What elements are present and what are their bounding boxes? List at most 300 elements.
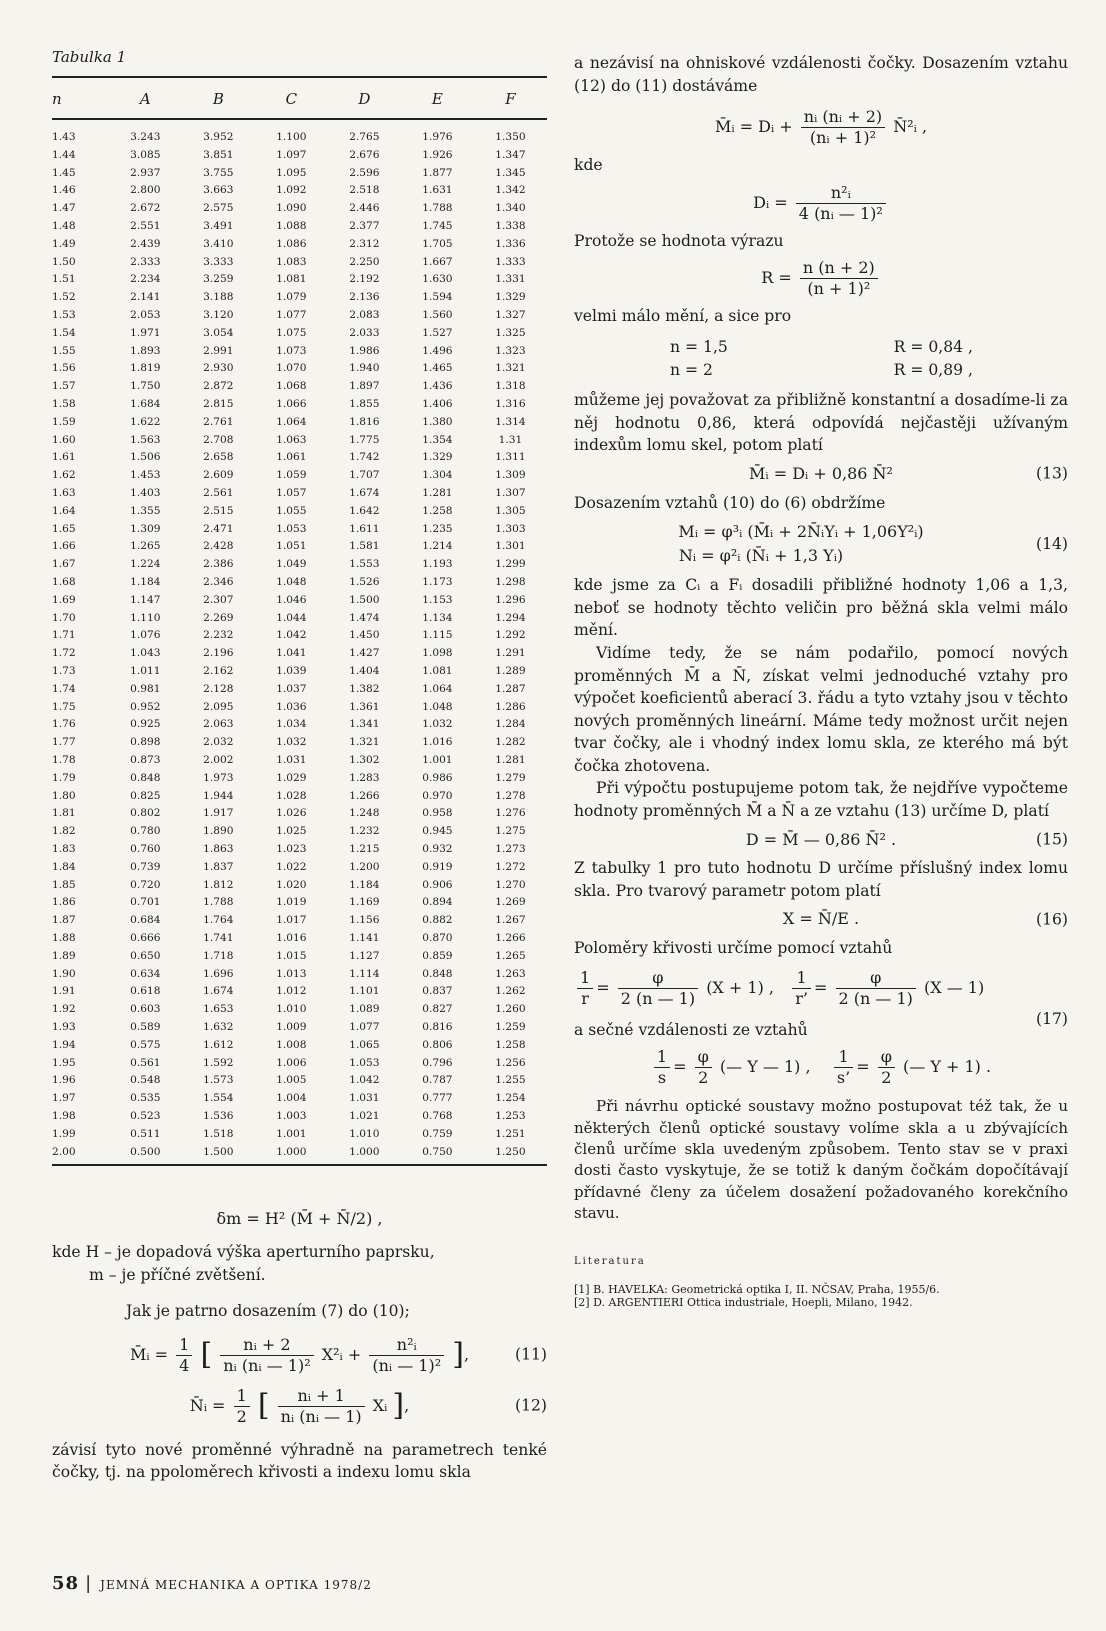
table-cell: 1.83: [52, 842, 76, 855]
table-cell: 0.859: [422, 949, 453, 962]
table-cell: 2.269: [203, 611, 234, 624]
table-cell: 0.894: [422, 896, 453, 909]
table-cell: 2.708: [203, 433, 234, 446]
table-cell: 1.059: [276, 469, 307, 482]
table-row: [52, 680, 547, 698]
table-cell: 1.282: [495, 736, 526, 749]
table-cell: 1.88: [52, 931, 76, 944]
table-cell: 1.266: [495, 931, 526, 944]
table-cell: 1.333: [495, 255, 526, 268]
paragraph-5: Dosazením vztahů (10) do (6) obdržíme: [574, 493, 886, 512]
table-cell: 1.081: [422, 665, 453, 677]
table-cell: 1.684: [130, 398, 161, 411]
table-cell: 2.676: [349, 148, 380, 161]
eq-13: M̄ᵢ = Dᵢ + 0,86 N̄² (13): [574, 463, 1068, 486]
table-cell: 1.79: [52, 771, 76, 784]
table-cell: 0.634: [130, 967, 161, 980]
table-row: [52, 520, 547, 538]
table-cell: 1.667: [422, 255, 453, 268]
table-cell: 1.58: [52, 398, 76, 411]
table-cell: 1.696: [203, 967, 234, 980]
table-row: [52, 288, 547, 306]
table-cell: 1.010: [276, 1003, 307, 1016]
table-cell: 1.536: [203, 1109, 234, 1122]
table-cell: 1.214: [422, 540, 453, 553]
table-cell: 1.775: [349, 433, 380, 446]
table-cell: 1.022: [276, 860, 307, 873]
paragraph-1: a nezávisí na ohniskové vzdálenosti čočky. Dosazením vztahu (12) do (11) dostáváme: [574, 54, 1068, 95]
table-cell: 1.053: [276, 522, 307, 535]
table-row: [52, 466, 547, 484]
table-cell: 1.270: [495, 878, 526, 891]
table-cell: 1.076: [130, 629, 161, 642]
table-cell: 1.855: [349, 398, 380, 411]
table-cell: 0.898: [130, 736, 161, 749]
table-cell: 1.788: [422, 202, 453, 215]
table-cell: 3.120: [203, 309, 234, 322]
table-cell: 1.003: [276, 1109, 307, 1122]
table-row: [52, 573, 547, 591]
table-row: [52, 199, 547, 217]
table-cell: 0.561: [130, 1056, 161, 1069]
table-cell: 1.986: [349, 344, 380, 357]
table-cell: 2.053: [130, 309, 161, 322]
table-cell: 1.026: [276, 807, 307, 820]
table-cell: 1.169: [349, 896, 380, 909]
table-cell: 1.74: [52, 682, 76, 695]
table-cell: 2.346: [203, 576, 234, 589]
table-cell: 1.78: [52, 753, 76, 766]
table-cell: 1.819: [130, 362, 161, 375]
table-cell: 1.100: [276, 131, 307, 143]
table-cell: 1.61: [52, 451, 76, 464]
table-cell: 2.609: [203, 469, 234, 482]
table-cell: 1.278: [495, 789, 526, 802]
table-header-b: B: [182, 77, 255, 119]
table-cell: 1.286: [495, 700, 526, 713]
table-cell: 1.255: [495, 1074, 526, 1087]
table-cell: 1.837: [203, 860, 234, 873]
table-cell: 3.333: [203, 255, 234, 268]
table-cell: 1.004: [276, 1092, 307, 1105]
table-cell: 1.53: [52, 309, 76, 322]
table-cell: 1.496: [422, 344, 453, 357]
table-cell: 1.032: [276, 736, 307, 749]
table-cell: 1.45: [52, 166, 76, 179]
table-cell: 1.64: [52, 504, 76, 517]
table-cell: 1.350: [495, 131, 526, 143]
table-cell: 1.055: [276, 504, 307, 517]
table-cell: 1.173: [422, 576, 453, 589]
table-cell: 1.077: [349, 1020, 380, 1033]
table-cell: 1.705: [422, 237, 453, 250]
kde-label: kde: [574, 156, 603, 175]
table-cell: 1.403: [130, 487, 161, 500]
table-cell: 1.031: [349, 1092, 380, 1105]
table-cell: 1.642: [349, 504, 380, 517]
table-cell: 1.287: [495, 682, 526, 695]
table-cell: 1.741: [203, 931, 234, 944]
table-cell: 1.355: [130, 504, 161, 517]
table-cell: 1.93: [52, 1020, 76, 1033]
table-cell: 1.028: [276, 789, 307, 802]
table-cell: 1.897: [349, 380, 380, 393]
table-row: [52, 182, 547, 200]
table-cell: 1.87: [52, 914, 76, 927]
table-cell: 1.71: [52, 629, 76, 642]
table-cell: 1.079: [276, 291, 307, 304]
table-cell: 0.760: [130, 842, 161, 855]
table-cell: 1.336: [495, 237, 526, 250]
table-cell: 1.077: [276, 309, 307, 322]
table-cell: 1.563: [130, 433, 161, 446]
table-cell: 0.777: [422, 1092, 453, 1105]
table-cell: 1.265: [495, 949, 526, 962]
table-cell: 1.001: [276, 1127, 307, 1140]
table-cell: 1.707: [349, 469, 380, 482]
table-cell: 0.650: [130, 949, 161, 962]
table-cell: 1.283: [349, 771, 380, 784]
table-cell: 1.013: [276, 967, 307, 980]
table-cell: 3.755: [203, 166, 234, 179]
table-row: [52, 164, 547, 182]
table-cell: 1.60: [52, 433, 76, 446]
table-row: [52, 1143, 547, 1166]
table-cell: 1.048: [276, 576, 307, 589]
table-cell: 1.72: [52, 647, 76, 660]
table-header-c: C: [255, 77, 328, 119]
value-row: n = 1,5 R = 0,84 ,: [670, 337, 973, 356]
table-cell: 1.90: [52, 967, 76, 980]
table-cell: 1.289: [495, 665, 526, 677]
table-row: [52, 538, 547, 556]
table-cell: 1.750: [130, 380, 161, 393]
table-cell: 1.114: [349, 967, 380, 980]
table-cell: 1.051: [276, 540, 307, 553]
table-cell: 0.618: [130, 985, 161, 998]
literature-title: Literatura: [574, 1255, 646, 1267]
table-cell: 1.890: [203, 825, 234, 838]
table-cell: 1.450: [349, 629, 380, 642]
table-cell: 1.041: [276, 647, 307, 660]
table-cell: 1.76: [52, 718, 76, 731]
table-cell: 3.054: [203, 326, 234, 339]
table-cell: 1.622: [130, 415, 161, 428]
table-row: [52, 929, 547, 947]
table-row: [52, 555, 547, 573]
table-cell: 0.870: [422, 931, 453, 944]
table-cell: 0.666: [130, 931, 161, 944]
table-cell: 1.017: [276, 914, 307, 927]
table-cell: 1.316: [495, 398, 526, 411]
table-cell: 3.952: [203, 131, 234, 143]
table-cell: 0.701: [130, 896, 161, 909]
table-cell: 1.057: [276, 487, 307, 500]
table-cell: 1.081: [276, 273, 307, 286]
table-cell: 1.090: [276, 202, 307, 215]
table-cell: 1.327: [495, 309, 526, 322]
table-row: [52, 1054, 547, 1072]
table-cell: 0.837: [422, 985, 453, 998]
table-cell: 0.720: [130, 878, 161, 891]
table-cell: 1.31: [498, 433, 523, 446]
table-cell: 1.43: [52, 131, 76, 143]
table-cell: 1.436: [422, 380, 453, 393]
table-header-e: E: [401, 77, 474, 119]
table-cell: 2.307: [203, 593, 234, 606]
table-cell: 1.235: [422, 522, 453, 535]
table-cell: 1.80: [52, 789, 76, 802]
table-cell: 1.70: [52, 611, 76, 624]
table-cell: 1.000: [328, 1143, 401, 1166]
table-cell: 1.269: [495, 896, 526, 909]
table-row: [52, 769, 547, 787]
table-cell: 1.345: [495, 166, 526, 179]
table-row: [52, 377, 547, 395]
table-cell: 1.340: [495, 202, 526, 215]
eq-s: $\frac{1}{s}$ = $\frac{\varphi}{2}$ (— Y — 1) , $\frac{1}{s’}$ = $\frac{\varphi}{2}$ (— Y + 1) .: [574, 1047, 1068, 1088]
table-cell: 1.630: [422, 273, 453, 286]
table-cell: 1.311: [495, 451, 526, 464]
table-cell: 0.816: [422, 1020, 453, 1033]
table-cell: 1.612: [203, 1038, 234, 1051]
reference-item: [1] B. HAVELKA: Geometrická optika I, II. NČSAV, Praha, 1955/6.: [574, 1283, 940, 1297]
table-cell: 0.981: [130, 682, 161, 695]
table-cell: 2.234: [130, 273, 161, 286]
table-cell: 2.063: [203, 718, 234, 731]
table-row: [52, 982, 547, 1000]
value-row: n = 2 R = 0,89 ,: [670, 360, 973, 379]
table-cell: 2.192: [349, 273, 380, 286]
data-table: [52, 76, 547, 1166]
table-cell: 1.037: [276, 682, 307, 695]
table-cell: 3.491: [203, 220, 234, 233]
paragraph-12: Při návrhu optické soustavy možno postupovat též tak, že u některých členů optické soustavy volíme skla a u zbývajících členů určíme skla uvedeným způsobem. Tento stav se v praxi dosti často vyskytuje, že se totiž k daným čočkám dopočítávají přídavné členy za účelem dosažení požadovaného korekčního stavu.: [574, 1097, 1068, 1223]
table-cell: 1.98: [52, 1109, 76, 1122]
table-cell: 2.333: [130, 255, 161, 268]
table-cell: 1.877: [422, 166, 453, 179]
table-cell: 0.523: [130, 1109, 161, 1122]
table-cell: 1.674: [349, 487, 380, 500]
table-cell: 3.085: [130, 148, 161, 161]
table-cell: 0.848: [422, 967, 453, 980]
table-row: [52, 911, 547, 929]
table-cell: 1.048: [422, 700, 453, 713]
table-row: [52, 484, 547, 502]
table-cell: 1.527: [422, 326, 453, 339]
table-cell: 2.128: [203, 682, 234, 695]
table-cell: 1.67: [52, 558, 76, 571]
table-cell: 1.745: [422, 220, 453, 233]
table-row: [52, 1036, 547, 1054]
table-cell: 1.653: [203, 1003, 234, 1016]
left-column: [52, 48, 547, 1484]
table-cell: 1.631: [422, 184, 453, 197]
table-cell: 1.034: [276, 718, 307, 731]
table-cell: 0.780: [130, 825, 161, 838]
table-cell: 1.279: [495, 771, 526, 784]
paragraph-4: můžeme jej považovat za přibližně konstantní a dosadíme-li za něj hodnotu 0,86, která odpovídá nejčastěji užívaným indexům lomu skel, potom platí: [574, 391, 1068, 455]
table-row: [52, 449, 547, 467]
table-cell: 1.215: [349, 842, 380, 855]
table-cell: 1.021: [349, 1109, 380, 1122]
table-cell: 0.750: [401, 1143, 474, 1166]
table-cell: 2.658: [203, 451, 234, 464]
table-cell: 1.50: [52, 255, 76, 268]
table-cell: 1.097: [276, 148, 307, 161]
table-cell: 1.764: [203, 914, 234, 927]
table-cell: 2.312: [349, 237, 380, 250]
table-cell: 0.986: [422, 771, 453, 784]
table-cell: 1.256: [495, 1056, 526, 1069]
table-cell: 2.386: [203, 558, 234, 571]
table-cell: 1.99: [52, 1127, 76, 1140]
table-cell: 1.098: [422, 647, 453, 660]
table-cell: 1.042: [276, 629, 307, 642]
table-cell: 1.321: [495, 362, 526, 375]
table-cell: 0.958: [422, 807, 453, 820]
table-cell: 1.474: [349, 611, 380, 624]
table-cell: 2.551: [130, 220, 161, 233]
table-cell: 1.294: [495, 611, 526, 624]
table-cell: 1.005: [276, 1074, 307, 1087]
intro-11: Jak je patrno dosazením (7) do (10);: [126, 1302, 410, 1321]
table-cell: 1.44: [52, 148, 76, 161]
table-body: [52, 119, 547, 1165]
table-cell: 1.59: [52, 415, 76, 428]
value-list: [574, 336, 1068, 381]
table-cell: 1.042: [349, 1074, 380, 1087]
table-cell: 1.506: [130, 451, 161, 464]
table-cell: 1.56: [52, 362, 76, 375]
table-cell: 1.305: [495, 504, 526, 517]
table-cell: 1.301: [495, 540, 526, 553]
table-cell: 1.070: [276, 362, 307, 375]
table-cell: 0.932: [422, 842, 453, 855]
table-cell: 1.262: [495, 985, 526, 998]
eq-dm: δm = H² (M̄ + N̄/2) ,: [216, 1209, 383, 1229]
table-cell: 1.65: [52, 522, 76, 535]
table-cell: 1.248: [349, 807, 380, 820]
table-cell: 3.259: [203, 273, 234, 286]
table-cell: 1.893: [130, 344, 161, 357]
table-cell: 1.66: [52, 540, 76, 553]
table-row: [52, 253, 547, 271]
table-cell: 0.873: [130, 753, 161, 766]
table-cell: 0.548: [130, 1074, 161, 1087]
table-cell: 1.325: [495, 326, 526, 339]
table-cell: 1.406: [422, 398, 453, 411]
eq-15: D = M̄ — 0,86 N̄² . (15): [574, 829, 1068, 852]
table-cell: 1.254: [495, 1092, 526, 1105]
table-cell: 1.309: [495, 469, 526, 482]
table-row: [52, 947, 547, 965]
table-cell: 1.006: [276, 1056, 307, 1069]
table-cell: 0.759: [422, 1127, 453, 1140]
table-cell: 1.281: [495, 753, 526, 766]
table-cell: 2.991: [203, 344, 234, 357]
table-cell: 1.298: [495, 576, 526, 589]
table-cell: 1.54: [52, 326, 76, 339]
table-cell: 1.329: [422, 451, 453, 464]
table-cell: 1.291: [495, 647, 526, 660]
table-row: [52, 858, 547, 876]
table-cell: 1.031: [276, 753, 307, 766]
table-cell: 1.251: [495, 1127, 526, 1140]
table-cell: 0.848: [130, 771, 161, 784]
table-cell: 1.281: [422, 487, 453, 500]
table-row: [52, 395, 547, 413]
table-row: [52, 662, 547, 680]
table-cell: 1.260: [495, 1003, 526, 1016]
m-line: m – je příčné zvětšení.: [89, 1265, 266, 1284]
table-cell: 1.259: [495, 1020, 526, 1033]
table-cell: 1.554: [203, 1092, 234, 1105]
table-cell: 0.500: [109, 1143, 182, 1166]
journal-name: JEMNÁ MECHANIKA A OPTIKA 1978/2: [100, 1578, 372, 1592]
table-cell: 1.347: [495, 148, 526, 161]
table-cell: 1.073: [276, 344, 307, 357]
table-cell: 0.787: [422, 1074, 453, 1087]
eq-number-17: (17): [1035, 1010, 1068, 1029]
table-cell: 1.46: [52, 184, 76, 197]
table-cell: 1.299: [495, 558, 526, 571]
table-cell: 1.156: [349, 914, 380, 927]
table-header-row: [52, 77, 547, 119]
table-cell: 1.354: [422, 433, 453, 446]
table-cell: 1.276: [495, 807, 526, 820]
table-row: [52, 591, 547, 609]
table-cell: 1.592: [203, 1056, 234, 1069]
table-cell: 1.91: [52, 985, 76, 998]
table-cell: 1.812: [203, 878, 234, 891]
table-cell: 1.816: [349, 415, 380, 428]
paragraph-11: a sečné vzdálenosti ze vztahů: [574, 1020, 808, 1039]
table-cell: 0.806: [422, 1038, 453, 1051]
table-cell: 1.049: [276, 558, 307, 571]
eq-r: R = $\frac{n (n + 2)}{\text{(n + 1)²}}$: [574, 258, 1068, 299]
paragraph-10: Poloměry křivosti určíme pomocí vztahů: [574, 939, 893, 958]
table-cell: 0.739: [130, 860, 161, 873]
table-cell: 1.066: [276, 398, 307, 411]
table-cell: 1.51: [52, 273, 76, 286]
table-cell: 1.064: [422, 682, 453, 695]
eq-17: $\frac{1}{r}$ = $\frac{\varphi}{2 (n — 1)}$ (X + 1) , $\frac{1}{r’}$ = $\frac{\varphi}{2 (n — 1)}$ (X — 1) (17): [574, 968, 1068, 1009]
table-row: [52, 342, 547, 360]
table-cell: 1.560: [422, 309, 453, 322]
table-cell: 0.768: [422, 1109, 453, 1122]
table-cell: 2.815: [203, 398, 234, 411]
table-cell: 1.976: [422, 131, 453, 143]
table-cell: 1.331: [495, 273, 526, 286]
table-cell: 1.303: [495, 522, 526, 535]
table-cell: 1.742: [349, 451, 380, 464]
table-cell: 1.115: [422, 629, 453, 642]
table-caption: Tabulka 1: [52, 48, 127, 66]
table-cell: 1.611: [349, 522, 380, 535]
table-cell: 1.553: [349, 558, 380, 571]
table-cell: 1.95: [52, 1056, 76, 1069]
table-cell: 1.89: [52, 949, 76, 962]
table-cell: 2.937: [130, 166, 161, 179]
table-cell: 1.82: [52, 825, 76, 838]
table-cell: 1.465: [422, 362, 453, 375]
table-cell: 1.273: [495, 842, 526, 855]
table-cell: 2.471: [203, 522, 234, 535]
table-cell: 2.428: [203, 540, 234, 553]
table-row: [52, 119, 547, 146]
table-cell: 1.272: [495, 860, 526, 873]
